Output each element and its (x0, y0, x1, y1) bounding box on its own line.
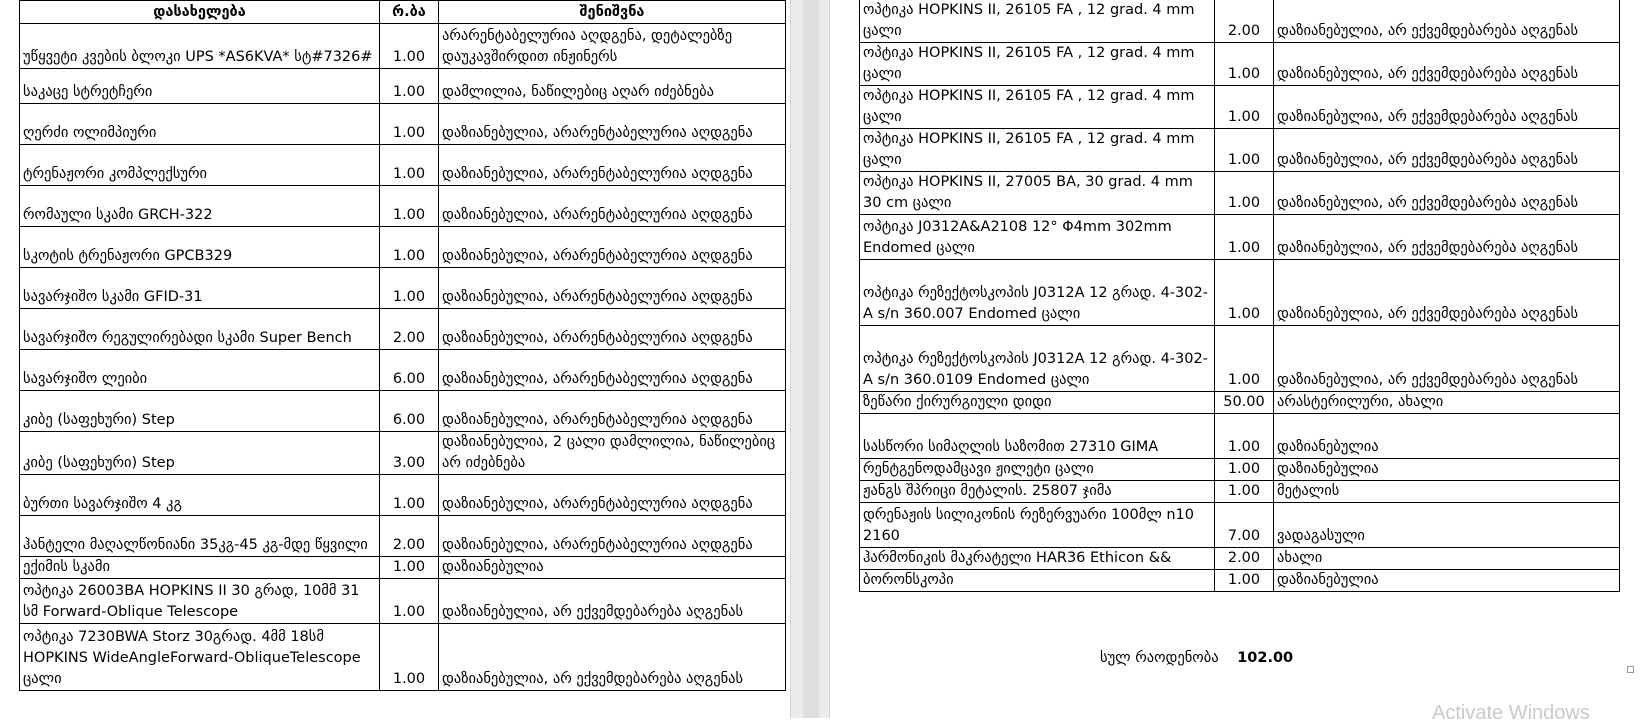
item-name-cell: ოპტიკა HOPKINS II, 26105 FA , 12 grad. 4 mm ცალი (860, 43, 1215, 86)
item-qty-cell: 1.00 (380, 579, 439, 624)
item-qty-cell: 1.00 (1215, 129, 1274, 172)
table-row (20, 69, 786, 104)
table-row (860, 86, 1620, 129)
item-note-cell: დაზიანებულია, არარენტაბელურია აღდგენა (439, 186, 786, 227)
table-row (20, 24, 786, 69)
item-note-cell: არარენტაბელურია აღდგენა, დეტალებზე დაუკავშირდით ინჟინერს (439, 24, 786, 69)
item-note-cell: დაზიანებულია (1274, 459, 1620, 481)
table-row (860, 392, 1620, 414)
item-qty-cell: 1.00 (380, 268, 439, 309)
item-note-cell: დაზიანებულია, არ ექვემდებარება აღგენას (1274, 86, 1620, 129)
table-row (20, 268, 786, 309)
table-row (860, 414, 1620, 459)
total-label: სულ რაოდენობა (1100, 650, 1219, 666)
item-name-cell: ოპტიკა HOPKINS II, 26105 FA , 12 grad. 4 mm ცალი (860, 0, 1215, 43)
item-note-cell: არასტერილური, ახალი (1274, 392, 1620, 414)
item-qty-cell: 7.00 (1215, 503, 1274, 548)
item-note-cell: ახალი (1274, 548, 1620, 570)
item-name-cell: ბორონსკოპი (860, 570, 1215, 592)
table-row (20, 227, 786, 268)
table-row (860, 481, 1620, 503)
item-note-cell: დაზიანებულია, არარენტაბელურია აღდგენა (439, 475, 786, 516)
item-note-cell: დაზიანებულია, არ ექვემდებარება აღგენას (1274, 326, 1620, 392)
table-row (860, 326, 1620, 392)
table-row (860, 503, 1620, 548)
item-name-cell: ოპტიკა რეზექტოსკოპის J0312A 12 გრად. 4-302-A s/n 360.0109 Endomed ცალი (860, 326, 1215, 392)
header-note: შენიშვნა (439, 1, 786, 24)
item-note-cell: დაზიანებულია, არ ექვემდებარება აღგენას (439, 624, 786, 691)
header-qty: რ.ბა (380, 1, 439, 24)
item-qty-cell: 1.00 (380, 104, 439, 145)
table-row (20, 391, 786, 432)
item-note-cell: დაზიანებულია (1274, 414, 1620, 459)
item-qty-cell: 3.00 (380, 432, 439, 475)
item-note-cell: დაზიანებულია, არ ექვემდებარება აღგენას (1274, 43, 1620, 86)
table-row (20, 186, 786, 227)
item-note-cell: დაზიანებულია, 2 ცალი დამლილია, ნაწილებიც არ იძებნება (439, 432, 786, 475)
item-name-cell: რომაული სკამი GRCH-322 (20, 186, 380, 227)
item-name-cell: სავარჯიშო სკამი GFID-31 (20, 268, 380, 309)
item-note-cell: დაზიანებულია, არარენტაბელურია აღდგენა (439, 268, 786, 309)
item-note-cell: ვადაგასული (1274, 503, 1620, 548)
item-qty-cell: 6.00 (380, 391, 439, 432)
item-name-cell: ჰანტელი მაღალწონიანი 35კგ-45 კგ-მდე წყვილი (20, 516, 380, 557)
paragraph-mark-icon (1627, 666, 1634, 673)
item-qty-cell: 1.00 (1215, 570, 1274, 592)
item-note-cell: დაზიანებულია, არ ექვემდებარება აღგენას (1274, 0, 1620, 43)
item-qty-cell: 2.00 (380, 516, 439, 557)
item-name-cell: ოპტიკა HOPKINS II, 26105 FA , 12 grad. 4 mm ცალი (860, 86, 1215, 129)
item-qty-cell: 1.00 (380, 186, 439, 227)
table-row (20, 309, 786, 350)
table-row (860, 260, 1620, 326)
item-name-cell: საკაცე სტრეტჩერი (20, 69, 380, 104)
page-gutter (790, 0, 830, 718)
header-name: დასახელება (20, 1, 380, 24)
table-row (860, 172, 1620, 215)
table-row (860, 459, 1620, 481)
item-name-cell: ბურთი სავარჯიშო 4 კგ (20, 475, 380, 516)
item-qty-cell: 50.00 (1215, 392, 1274, 414)
item-qty-cell: 1.00 (1215, 215, 1274, 260)
item-qty-cell: 1.00 (380, 557, 439, 579)
table-row (20, 516, 786, 557)
item-qty-cell: 2.00 (1215, 0, 1274, 43)
item-note-cell: დაზიანებულია, არარენტაბელურია აღდგენა (439, 227, 786, 268)
table-row (20, 475, 786, 516)
item-name-cell: უწყვეტი კვების ბლოკი UPS *AS6KVA* სტ#7326# (20, 24, 380, 69)
table-header-row (20, 1, 786, 24)
item-name-cell: ოპტიკა HOPKINS II, 27005 BA, 30 grad. 4 mm 30 cm ცალი (860, 172, 1215, 215)
item-note-cell: დაზიანებულია (1274, 570, 1620, 592)
item-note-cell: დამლილია, ნაწილებიც აღარ იძებნება (439, 69, 786, 104)
activate-windows-watermark: Activate Windows (1432, 702, 1590, 724)
table-row (20, 624, 786, 691)
item-qty-cell: 1.00 (380, 624, 439, 691)
item-name-cell: ოპტიკა J0312A&A2108 12° Φ4mm 302mm Endomed ცალი (860, 215, 1215, 260)
table-row (860, 0, 1620, 43)
item-name-cell: ჰარმონიკის მაკრატელი HAR36 Ethicon && (860, 548, 1215, 570)
total-quantity (1100, 648, 1293, 668)
item-qty-cell: 1.00 (380, 145, 439, 186)
item-name-cell: სკოტის ტრენაჟორი GPCB329 (20, 227, 380, 268)
table-row (20, 104, 786, 145)
table-row (20, 579, 786, 624)
table-row (20, 432, 786, 475)
left-page (0, 0, 790, 718)
table-row (20, 145, 786, 186)
left-inventory-table (19, 0, 786, 691)
table-row (860, 570, 1620, 592)
item-note-cell: დაზიანებულია, არ ექვემდებარება აღგენას (1274, 260, 1620, 326)
item-qty-cell: 1.00 (1215, 481, 1274, 503)
item-name-cell: ღერძი ოლიმპიური (20, 104, 380, 145)
item-name-cell: ოპტიკა HOPKINS II, 26105 FA , 12 grad. 4 mm ცალი (860, 129, 1215, 172)
item-qty-cell: 1.00 (1215, 43, 1274, 86)
item-qty-cell: 1.00 (1215, 260, 1274, 326)
item-name-cell: ოპტიკა 7230BWA Storz 30გრად. 4მმ 18სმ HOPKINS WideAngleForward-ObliqueTelescope ცალი (20, 624, 380, 691)
item-name-cell: სასწორი სიმაღლის საზომით 27310 GIMA (860, 414, 1215, 459)
item-note-cell: დაზიანებულია, არარენტაბელურია აღდგენა (439, 145, 786, 186)
item-qty-cell: 1.00 (1215, 459, 1274, 481)
item-qty-cell: 1.00 (1215, 172, 1274, 215)
item-note-cell: დაზიანებულია (439, 557, 786, 579)
item-qty-cell: 1.00 (380, 24, 439, 69)
right-page (830, 0, 1641, 724)
item-note-cell: დაზიანებულია, არ ექვემდებარება აღგენას (439, 579, 786, 624)
table-row (20, 350, 786, 391)
item-name-cell: სავარჯიშო ლეიბი (20, 350, 380, 391)
table-row (860, 129, 1620, 172)
item-qty-cell: 2.00 (1215, 548, 1274, 570)
item-note-cell: დაზიანებულია, არარენტაბელურია აღდგენა (439, 391, 786, 432)
item-name-cell: ჟანგს შპრიცი მეტალის. 25807 ჯიმა (860, 481, 1215, 503)
item-note-cell: დაზიანებულია, არ ექვემდებარება აღგენას (1274, 172, 1620, 215)
item-name-cell: ოპტიკა რეზექტოსკოპის J0312A 12 გრად. 4-302-A s/n 360.007 Endomed ცალი (860, 260, 1215, 326)
table-row (860, 43, 1620, 86)
item-name-cell: ექიმის სკამი (20, 557, 380, 579)
total-value: 102.00 (1237, 650, 1294, 666)
item-qty-cell: 1.00 (1215, 86, 1274, 129)
gutter-scroll-track (803, 0, 819, 718)
item-note-cell: დაზიანებულია, არარენტაბელურია აღდგენა (439, 516, 786, 557)
item-name-cell: ტრენაჟორი კომპლექსური (20, 145, 380, 186)
item-qty-cell: 1.00 (1215, 414, 1274, 459)
item-name-cell: დრენაჟის სილიკონის რეზერვუარი 100მლ n10 2160 (860, 503, 1215, 548)
item-name-cell: კიბე (საფეხური) Step (20, 391, 380, 432)
item-name-cell: ზეწარი ქირურგიული დიდი (860, 392, 1215, 414)
item-note-cell: დაზიანებულია, არარენტაბელურია აღდგენა (439, 350, 786, 391)
item-note-cell: დაზიანებულია, არარენტაბელურია აღდგენა (439, 309, 786, 350)
item-name-cell: კიბე (საფეხური) Step (20, 432, 380, 475)
item-note-cell: დაზიანებულია, არ ექვემდებარება აღგენას (1274, 215, 1620, 260)
item-name-cell: რენტგენოდამცავი ჟილეტი ცალი (860, 459, 1215, 481)
item-qty-cell: 2.00 (380, 309, 439, 350)
table-row (20, 557, 786, 579)
item-qty-cell: 1.00 (1215, 326, 1274, 392)
item-qty-cell: 1.00 (380, 475, 439, 516)
item-qty-cell: 6.00 (380, 350, 439, 391)
table-row (860, 215, 1620, 260)
item-qty-cell: 1.00 (380, 227, 439, 268)
right-inventory-table (859, 0, 1620, 592)
item-note-cell: დაზიანებულია, არარენტაბელურია აღდგენა (439, 104, 786, 145)
item-qty-cell: 1.00 (380, 69, 439, 104)
item-note-cell: მეტალის (1274, 481, 1620, 503)
item-note-cell: დაზიანებულია, არ ექვემდებარება აღგენას (1274, 129, 1620, 172)
table-row (860, 548, 1620, 570)
item-name-cell: ოპტიკა 26003BA HOPKINS II 30 გრად, 10მმ 31 სმ Forward-Oblique Telescope (20, 579, 380, 624)
item-name-cell: სავარჯიშო რეგულირებადი სკამი Super Bench (20, 309, 380, 350)
